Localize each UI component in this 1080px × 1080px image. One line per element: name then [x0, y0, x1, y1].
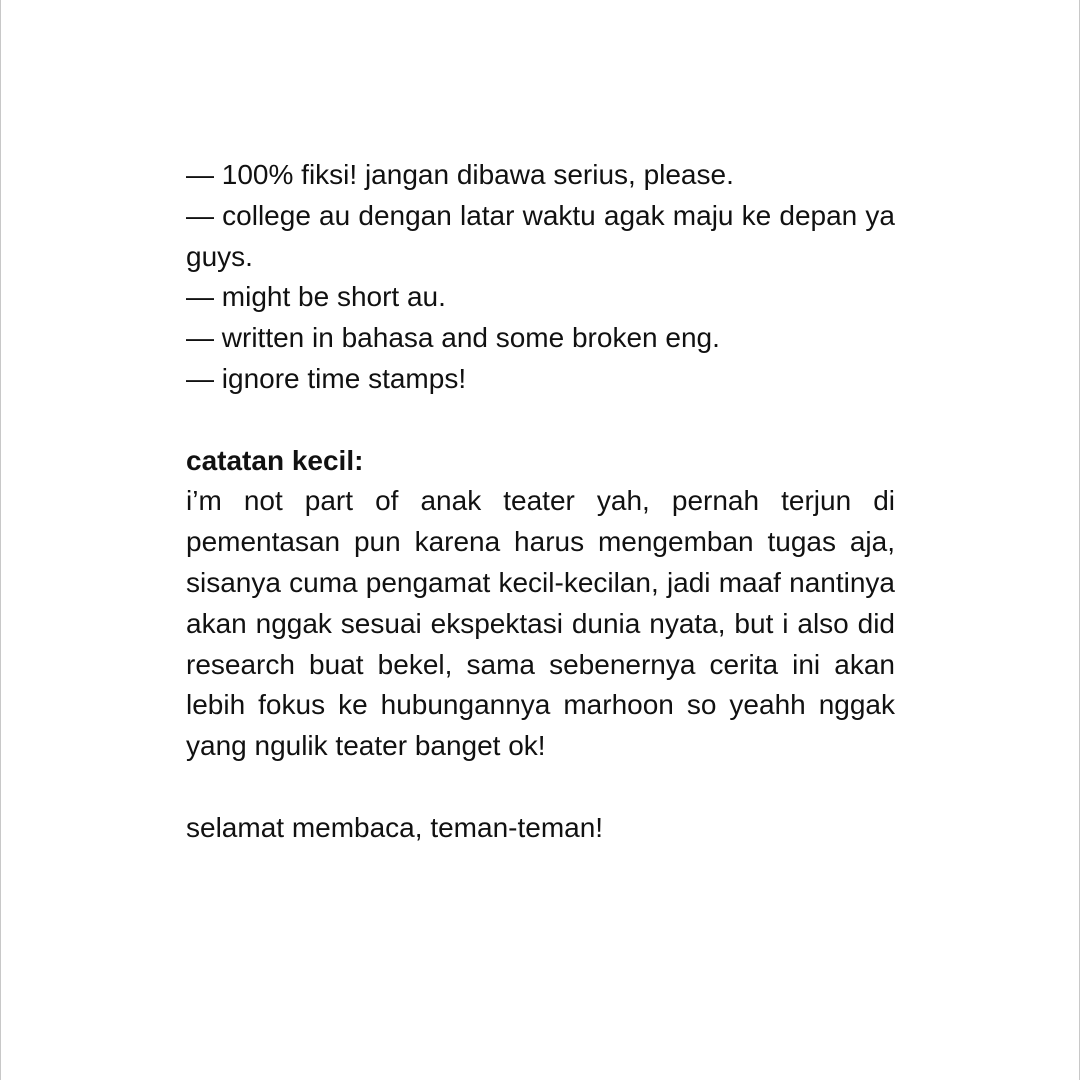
note-item-short-au: — might be short au. [186, 281, 446, 313]
note-item-language: — written in bahasa and some broken eng. [186, 322, 720, 354]
small-note-body: i’m not part of anak teater yah, pernah terjun di pementasan pun karena harus mengemban tugas aja, sisanya cuma pengamat kecil-kecilan, jadi maaf nantinya akan nggak sesuai ekspektasi dunia nyata, but i also did research buat bekel, sama sebenernya cerita ini akan lebih fokus ke hubungannya marhoon so yeahh nggak yang ngulik teater banget ok! [186, 485, 895, 762]
note-item-fiction: — 100% fiksi! jangan dibawa serius, please. [186, 159, 734, 190]
closing-line: selamat membaca, teman-teman! [186, 811, 604, 843]
small-note-heading: catatan kecil: [186, 444, 364, 476]
note-item-time-stamps: — ignore time stamps! [186, 362, 467, 394]
blank-line [186, 400, 895, 441]
blank-line [186, 767, 895, 808]
document-text [186, 155, 895, 849]
note-item-college-au: — college au dengan latar waktu agak maju ke depan ya guys. [186, 199, 895, 272]
